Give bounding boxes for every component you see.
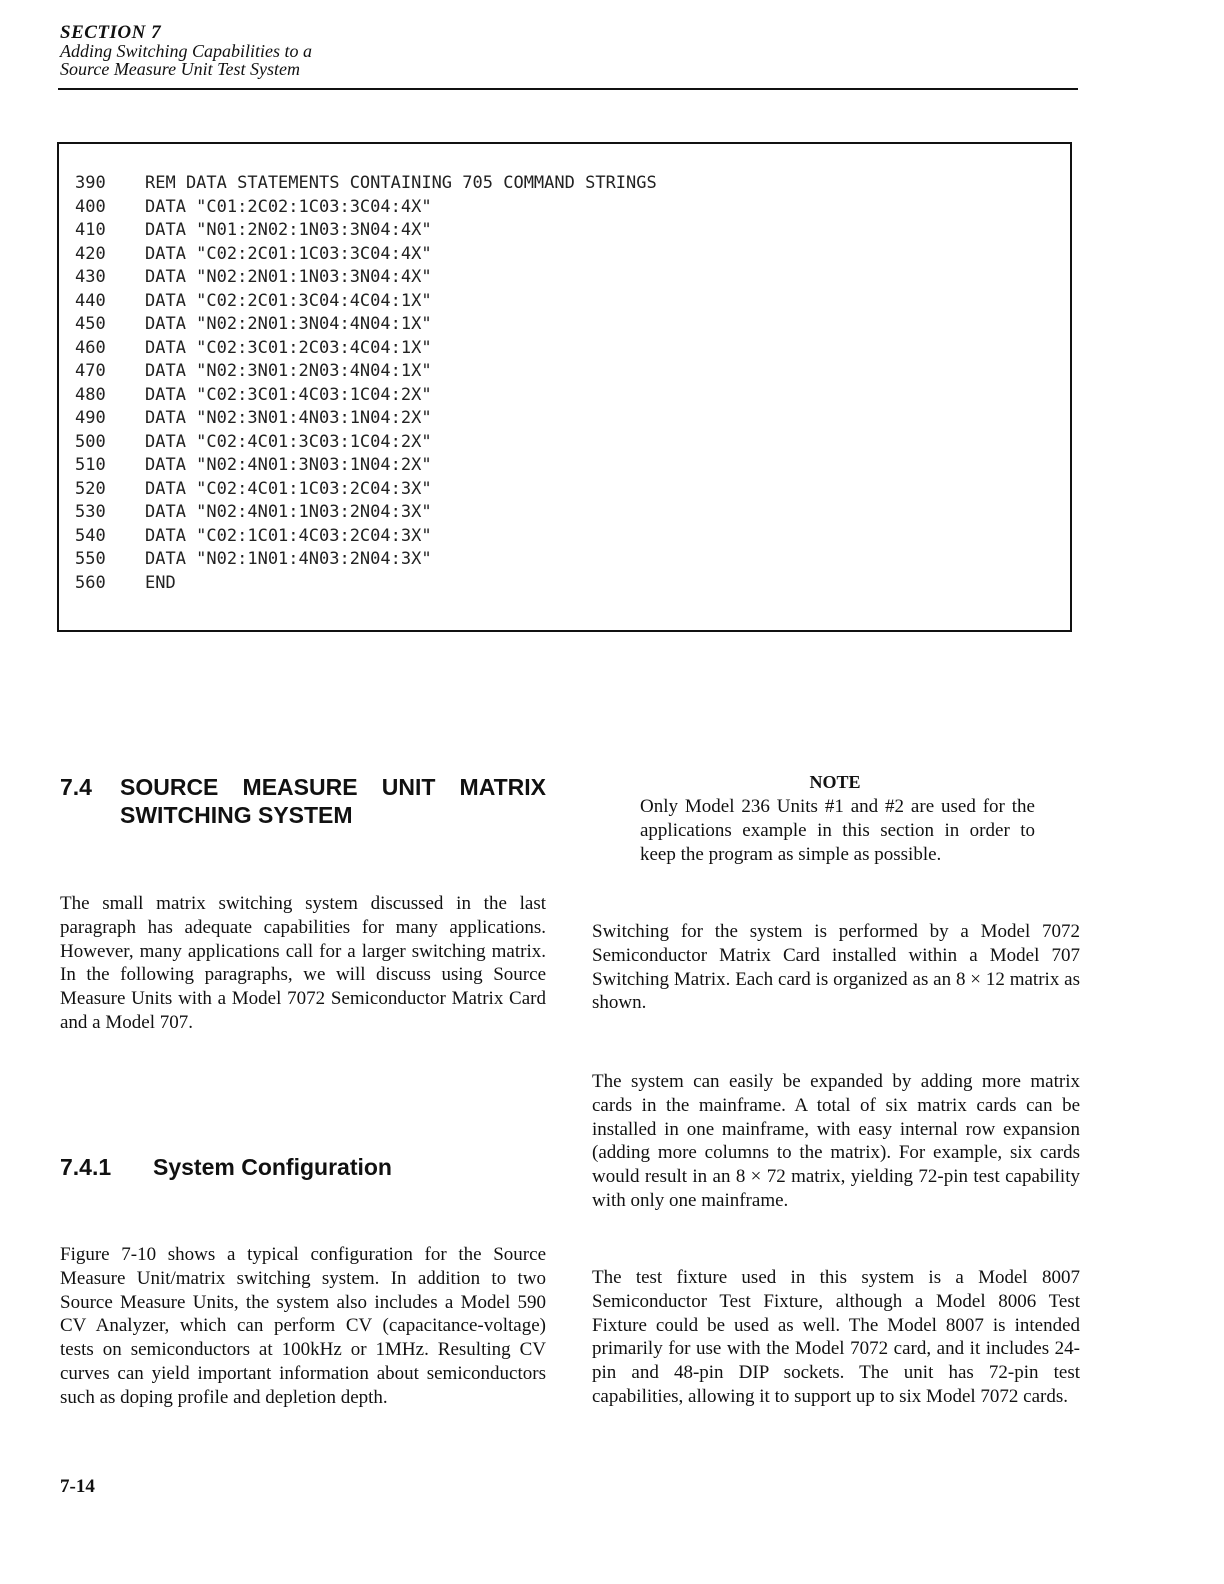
section-7-4-title-line-2: SWITCHING SYSTEM [120, 802, 353, 828]
section-7-4-1-paragraph: Figure 7-10 shows a typical configuration for the Source Measure Unit/matrix switching system. In addition to two Source Measure Units, the system also includes a Model 590 CV Analyzer, which can perform CV (capacitance-voltage) tests on semiconductors at 100kHz or 1MHz. Resulting CV curves can yield important information about semiconductors such as doping profile and depletion depth. [60, 1244, 546, 1408]
line-text: REM DATA STATEMENTS CONTAINING 705 COMMAND STRINGS [145, 173, 657, 193]
note-title: NOTE [809, 772, 861, 792]
line-text: END [145, 572, 176, 593]
line-number: 420 [75, 243, 106, 264]
line-text: DATA "N02:2N01:1N03:3N04:4X" [145, 267, 432, 287]
test-fixture-paragraph: The test fixture used in this system is a Model 8007 Semiconductor Test Fixture, although a Model 8006 Test Fixture could be used as well. The Model 8007 is intended primarily for use with the Model 7072 card, and it includes 24-pin and 48-pin DIP sockets. The unit has 72-pin test capabilities, allowing it to support up to six Model 7072 cards. [592, 1267, 1080, 1407]
program-listing-box [57, 142, 1072, 632]
code-line [75, 337, 432, 361]
line-text: DATA "C02:3C01:2C03:4C04:1X" [145, 337, 432, 358]
section-7-4-1-title: System Configuration [153, 1154, 392, 1180]
line-text: DATA "N02:4N01:1N03:2N04:3X" [145, 502, 432, 522]
code-line [75, 407, 432, 431]
switching-paragraph: Switching for the system is performed by a Model 7072 Semiconductor Matrix Card installed within a Model 707 Switching Matrix. Each card is organized as an 8 × 12 matrix as shown. [592, 921, 1080, 1014]
code-line [75, 290, 432, 314]
line-number: 510 [75, 455, 106, 475]
code-line [75, 219, 432, 243]
line-text: DATA "N02:3N01:4N03:1N04:2X" [145, 408, 432, 428]
line-text: DATA "N02:2N01:3N04:4N04:1X" [145, 314, 432, 334]
line-number: 560 [75, 572, 106, 593]
code-line [75, 501, 432, 525]
line-number: 390 [75, 173, 106, 193]
expansion-paragraph: The system can easily be expanded by adding more matrix cards in the mainframe. A total of six matrix cards can be installed in one mainframe, with easy internal row expansion (adding more columns to the matrix). For example, six cards would result in an 8 × 72 matrix, yielding 72-pin test capability with only one mainframe. [592, 1071, 1080, 1211]
line-text: DATA "C02:1C01:4C03:2C04:3X" [145, 525, 432, 546]
line-number: 430 [75, 267, 106, 287]
section-7-4-title-line-1: SOURCE MEASURE UNIT MATRIX [120, 774, 546, 800]
line-number: 550 [75, 549, 106, 569]
section-7-4-paragraph: The small matrix switching system discussed in the last paragraph has adequate capabilities for many applications. However, many applications call for a larger switching matrix. In the following paragraphs, we will discuss using Source Measure Units with a Model 7072 Semiconductor Matrix Card and a Model 707. [60, 893, 546, 1033]
header-rule [58, 88, 1078, 90]
section-7-4-1-number: 7.4.1 [60, 1154, 112, 1180]
code-line [75, 196, 432, 220]
code-line [75, 525, 432, 549]
code-line [75, 454, 432, 478]
code-line [75, 548, 432, 572]
running-header [60, 24, 1080, 78]
code-line [75, 384, 432, 408]
line-number: 540 [75, 525, 106, 546]
line-number: 410 [75, 220, 106, 240]
section-title-line-1: Adding Switching Capabilities to a [60, 41, 312, 61]
line-text: DATA "C02:2C01:3C04:4C04:1X" [145, 290, 432, 311]
line-number: 500 [75, 431, 106, 452]
code-line [75, 313, 432, 337]
code-line [75, 266, 432, 290]
code-line [75, 431, 432, 455]
line-number: 440 [75, 290, 106, 311]
line-text: DATA "C02:4C01:3C03:1C04:2X" [145, 431, 432, 452]
code-line [75, 172, 657, 196]
section-label: SECTION 7 [60, 22, 162, 43]
line-number: 470 [75, 361, 106, 381]
code-line [75, 572, 176, 596]
line-number: 530 [75, 502, 106, 522]
line-number: 480 [75, 384, 106, 405]
code-line [75, 243, 432, 267]
section-title-line-2: Source Measure Unit Test System [60, 59, 300, 79]
code-line [75, 360, 432, 384]
page-number: 7-14 [60, 1476, 95, 1497]
line-text: DATA "N02:3N01:2N03:4N04:1X" [145, 361, 432, 381]
line-number: 400 [75, 196, 106, 217]
note-text: Only Model 236 Units #1 and #2 are used for the applications example in this section in order to keep the program as simple as possible. [640, 796, 1035, 865]
line-number: 460 [75, 337, 106, 358]
line-text: DATA "N02:4N01:3N03:1N04:2X" [145, 455, 432, 475]
line-text: DATA "C02:4C01:1C03:2C04:3X" [145, 478, 432, 499]
line-text: DATA "C02:2C01:1C03:3C04:4X" [145, 243, 432, 264]
line-text: DATA "N02:1N01:4N03:2N04:3X" [145, 549, 432, 569]
line-number: 490 [75, 408, 106, 428]
line-number: 450 [75, 314, 106, 334]
code-line [75, 478, 432, 502]
line-number: 520 [75, 478, 106, 499]
section-7-4-number: 7.4 [60, 774, 92, 800]
line-text: DATA "C02:3C01:4C03:1C04:2X" [145, 384, 432, 405]
line-text: DATA "N01:2N02:1N03:3N04:4X" [145, 220, 432, 240]
line-text: DATA "C01:2C02:1C03:3C04:4X" [145, 196, 432, 217]
